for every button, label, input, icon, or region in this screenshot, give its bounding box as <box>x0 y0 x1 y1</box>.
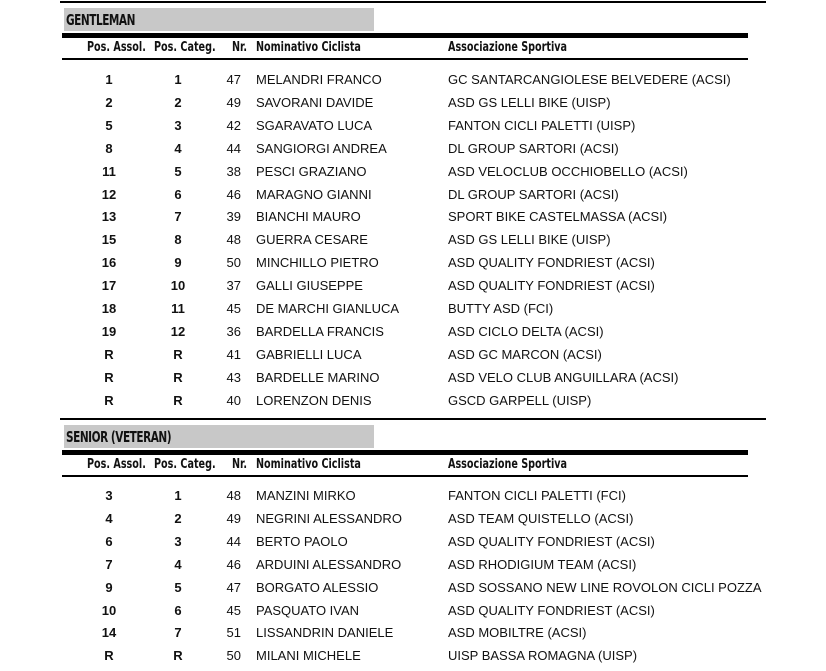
rider-name-cell: BARDELLA FRANCIS <box>256 323 384 339</box>
team-cell: ASD TEAM QUISTELLO (ACSI) <box>448 510 634 526</box>
table-row <box>62 232 750 255</box>
bib-number-cell: 38 <box>226 163 241 179</box>
pos-assol-cell: R <box>104 648 114 664</box>
category-section-gentleman <box>62 8 750 408</box>
team-cell: DL GROUP SARTORI (ACSI) <box>448 186 619 202</box>
pos-categ-cell: 10 <box>170 278 186 294</box>
pos-categ-cell: 1 <box>174 488 182 503</box>
pos-assol-cell: 13 <box>101 209 117 225</box>
team-cell: ASD QUALITY FONDRIEST (ACSI) <box>448 255 655 271</box>
bib-number-cell: 47 <box>226 579 241 595</box>
rider-name-cell: SGARAVATO LUCA <box>256 117 373 133</box>
pos-assol-cell: 5 <box>105 117 113 133</box>
header-associazione: Associazione Sportiva <box>448 457 568 472</box>
bib-number-cell: 42 <box>226 117 241 133</box>
bib-number-cell: 45 <box>226 301 241 316</box>
pos-assol-cell: 19 <box>101 323 117 339</box>
pos-assol-cell: 17 <box>101 278 117 294</box>
header-pos-categ: Pos. Categ. <box>154 457 216 472</box>
table-row <box>62 164 750 187</box>
table-row <box>62 625 750 648</box>
header-nominativo: Nominativo Ciclista <box>256 40 361 55</box>
table-row <box>62 118 750 141</box>
pos-assol-cell: 6 <box>105 533 113 549</box>
pos-assol-cell: 4 <box>105 510 113 526</box>
bib-number-cell: 44 <box>226 533 241 549</box>
header-rule-top <box>62 450 748 455</box>
pos-categ-cell: 5 <box>174 579 182 595</box>
bib-number-cell: 51 <box>226 625 241 641</box>
team-cell: GC SANTARCANGIOLESE BELVEDERE (ACSI) <box>448 72 731 87</box>
pos-categ-cell: R <box>173 369 183 385</box>
pos-categ-cell: 8 <box>174 232 182 248</box>
header-pos-categ: Pos. Categ. <box>154 40 216 55</box>
team-cell: ASD VELO CLUB ANGUILLARA (ACSI) <box>448 369 679 385</box>
rider-name-cell: BIANCHI MAURO <box>256 209 361 225</box>
table-row <box>62 488 750 511</box>
pos-categ-cell: 3 <box>174 117 182 133</box>
category-section-senior <box>62 425 762 667</box>
rider-name-cell: DE MARCHI GIANLUCA <box>256 301 400 316</box>
pos-assol-cell: 1 <box>105 72 113 87</box>
bib-number-cell: 48 <box>226 232 241 248</box>
bib-number-cell: 48 <box>226 488 241 503</box>
header-rule-top <box>62 33 748 38</box>
bib-number-cell: 49 <box>226 510 241 526</box>
section-divider <box>60 418 766 420</box>
pos-assol-cell: 8 <box>105 140 113 156</box>
table-row <box>62 603 750 626</box>
pos-categ-cell: 1 <box>174 72 182 87</box>
rider-name-cell: LISSANDRIN DANIELE <box>256 625 394 641</box>
pos-assol-cell: 11 <box>102 163 116 179</box>
rider-name-cell: MINCHILLO PIETRO <box>256 255 379 271</box>
team-cell: ASD RHODIGIUM TEAM (ACSI) <box>448 556 637 572</box>
team-cell: ASD CICLO DELTA (ACSI) <box>448 323 604 339</box>
header-nr: Nr. <box>232 457 248 472</box>
rider-name-cell: LORENZON DENIS <box>256 392 372 408</box>
header-rule-bottom <box>62 475 748 477</box>
pos-assol-cell: R <box>104 369 114 385</box>
table-row <box>62 347 750 370</box>
team-cell: FANTON CICLI PALETTI (FCI) <box>448 488 626 503</box>
team-cell: ASD GC MARCON (ACSI) <box>448 346 602 362</box>
header-pos-assol: Pos. Assol. <box>87 40 146 55</box>
pos-assol-cell: 12 <box>101 186 117 202</box>
bib-number-cell: 46 <box>226 556 241 572</box>
header-nominativo: Nominativo Ciclista <box>256 457 361 472</box>
bib-number-cell: 40 <box>226 392 241 408</box>
bib-number-cell: 46 <box>226 186 241 202</box>
pos-categ-cell: 11 <box>171 301 185 316</box>
bib-number-cell: 36 <box>226 323 241 339</box>
header-associazione: Associazione Sportiva <box>448 40 568 55</box>
pos-categ-cell: 2 <box>174 510 182 526</box>
bib-number-cell: 41 <box>226 346 241 362</box>
pos-assol-cell: 3 <box>105 488 113 503</box>
table-row <box>62 511 750 534</box>
team-cell: SPORT BIKE CASTELMASSA (ACSI) <box>448 209 668 225</box>
pos-categ-cell: 6 <box>174 186 182 202</box>
rider-name-cell: NEGRINI ALESSANDRO <box>256 510 402 526</box>
category-title: SENIOR (VETERAN) <box>66 428 172 446</box>
rider-name-cell: PESCI GRAZIANO <box>256 163 367 179</box>
table-row <box>62 648 750 671</box>
pos-assol-cell: 15 <box>101 232 117 248</box>
pos-categ-cell: 12 <box>170 323 186 339</box>
pos-categ-cell: R <box>173 648 183 664</box>
rider-name-cell: BARDELLE MARINO <box>256 369 380 385</box>
pos-categ-cell: 2 <box>174 94 182 110</box>
team-cell: ASD GS LELLI BIKE (UISP) <box>448 94 611 110</box>
pos-categ-cell: R <box>173 392 183 408</box>
table-row <box>62 393 750 416</box>
rider-name-cell: MANZINI MIRKO <box>256 488 356 503</box>
bib-number-cell: 44 <box>226 140 241 156</box>
header-pos-assol: Pos. Assol. <box>87 457 146 472</box>
top-rule <box>60 1 766 3</box>
rider-name-cell: MILANI MICHELE <box>256 648 361 664</box>
table-row <box>62 95 750 118</box>
bib-number-cell: 39 <box>226 209 241 225</box>
header-rule-bottom <box>62 58 748 60</box>
rider-name-cell: MARAGNO GIANNI <box>256 186 372 202</box>
rider-name-cell: SAVORANI DAVIDE <box>256 94 374 110</box>
bib-number-cell: 45 <box>226 602 241 618</box>
rider-name-cell: BORGATO ALESSIO <box>256 579 379 595</box>
team-cell: ASD MOBILTRE (ACSI) <box>448 625 587 641</box>
bib-number-cell: 50 <box>226 648 241 664</box>
team-cell: ASD SOSSANO NEW LINE ROVOLON CICLI POZZA <box>448 579 762 595</box>
bib-number-cell: 50 <box>226 255 241 271</box>
table-row <box>62 141 750 164</box>
team-cell: FANTON CICLI PALETTI (UISP) <box>448 117 636 133</box>
table-row <box>62 557 750 580</box>
rider-name-cell: ARDUINI ALESSANDRO <box>256 556 402 572</box>
table-row <box>62 324 750 347</box>
team-cell: ASD QUALITY FONDRIEST (ACSI) <box>448 602 655 618</box>
pos-assol-cell: 10 <box>101 602 117 618</box>
pos-categ-cell: 7 <box>174 209 182 225</box>
pos-categ-cell: 5 <box>174 163 182 179</box>
pos-assol-cell: 2 <box>105 94 113 110</box>
table-row <box>62 72 750 95</box>
pos-assol-cell: 14 <box>101 625 117 641</box>
pos-assol-cell: 7 <box>105 556 113 572</box>
pos-assol-cell: 16 <box>101 255 117 271</box>
table-row <box>62 370 750 393</box>
table-row <box>62 255 750 278</box>
team-cell: ASD VELOCLUB OCCHIOBELLO (ACSI) <box>448 163 688 179</box>
bib-number-cell: 43 <box>226 369 241 385</box>
table-row <box>62 209 750 232</box>
rider-name-cell: BERTO PAOLO <box>256 533 348 549</box>
pos-categ-cell: 6 <box>174 602 182 618</box>
rider-name-cell: PASQUATO IVAN <box>256 602 360 618</box>
header-nr: Nr. <box>232 40 248 55</box>
bib-number-cell: 37 <box>226 278 241 294</box>
pos-categ-cell: R <box>173 346 183 362</box>
table-row <box>62 579 762 603</box>
pos-assol-cell: 9 <box>105 579 113 595</box>
table-row <box>62 534 750 557</box>
team-cell: ASD GS LELLI BIKE (UISP) <box>448 232 611 248</box>
bib-number-cell: 47 <box>226 72 241 87</box>
rider-name-cell: GUERRA CESARE <box>256 232 368 248</box>
rider-name-cell: GALLI GIUSEPPE <box>256 278 363 294</box>
rider-name-cell: MELANDRI FRANCO <box>256 72 382 87</box>
bib-number-cell: 49 <box>226 94 241 110</box>
pos-categ-cell: 3 <box>174 533 182 549</box>
team-cell: ASD QUALITY FONDRIEST (ACSI) <box>448 533 655 549</box>
pos-categ-cell: 7 <box>174 625 182 641</box>
pos-categ-cell: 4 <box>174 556 182 572</box>
team-cell: BUTTY ASD (FCI) <box>448 301 554 316</box>
table-row <box>62 278 750 301</box>
pos-categ-cell: 9 <box>174 255 182 271</box>
table-row <box>62 187 750 210</box>
rider-name-cell: GABRIELLI LUCA <box>256 346 362 362</box>
table-row <box>62 301 750 324</box>
pos-assol-cell: 18 <box>101 301 117 316</box>
team-cell: UISP BASSA ROMAGNA (UISP) <box>448 648 638 664</box>
pos-assol-cell: R <box>104 346 114 362</box>
team-cell: GSCD GARPELL (UISP) <box>448 392 592 408</box>
category-title: GENTLEMAN <box>66 11 135 29</box>
team-cell: DL GROUP SARTORI (ACSI) <box>448 140 619 156</box>
team-cell: ASD QUALITY FONDRIEST (ACSI) <box>448 278 655 294</box>
pos-categ-cell: 4 <box>174 140 182 156</box>
rider-name-cell: SANGIORGI ANDREA <box>256 140 387 156</box>
pos-assol-cell: R <box>104 392 114 408</box>
